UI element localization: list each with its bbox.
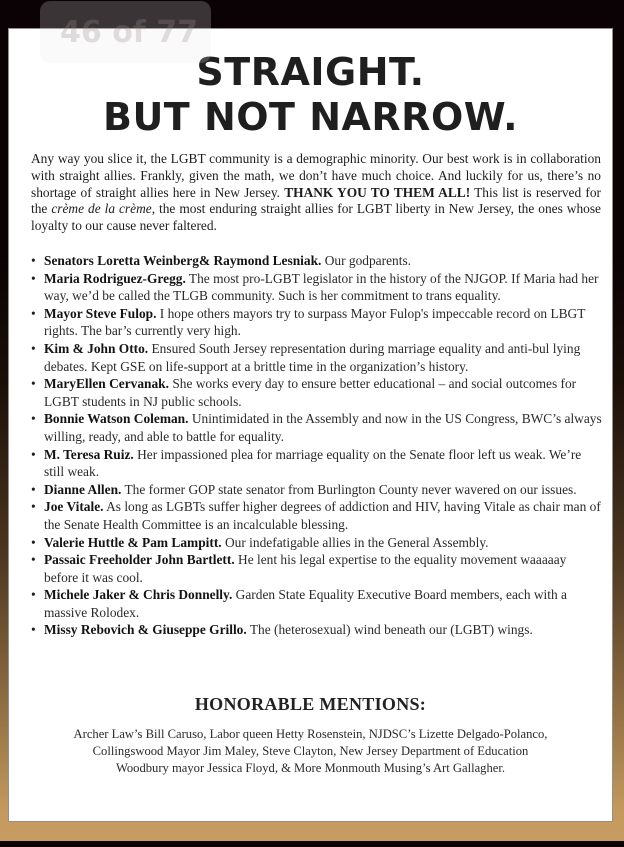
honorable-line: Woodbury mayor Jessica Floyd, & More Monmouth Musing’s Art Gallagher.	[115, 761, 505, 776]
ally-text: Garden State Equality Executive Board members, each with a massive Rolodex.	[44, 587, 567, 620]
intro-text-3: , the most enduring straight allies for LGBT liberty in New Jersey, the ones whose loyalty to our cause never faltered.	[31, 201, 601, 234]
ally-text: The (heterosexual) wind beneath our (LGBT) wings.	[246, 622, 533, 638]
list-item	[31, 586, 603, 621]
ally-name: Missy Rebovich & Giuseppe Grillo.	[44, 622, 247, 638]
intro-italic: crème de la crème	[51, 201, 152, 217]
list-item	[31, 375, 603, 410]
list-item	[31, 305, 603, 340]
ally-text: He lent his legal expertise to the equality movement waaaaay before it was cool.	[44, 552, 567, 585]
intro-thanks: THANK YOU TO THEM ALL!	[284, 184, 471, 200]
ally-text: I hope others mayors try to surpass Mayor Fulop's impeccable record on LBGT rights. The bar’s currently very high.	[44, 305, 586, 339]
document-page	[8, 28, 613, 822]
ally-text: She works every day to ensure better educational – and social outcomes for LGBT students in NJ public schools.	[44, 376, 577, 409]
honorable-mentions-body	[29, 726, 592, 778]
list-item	[31, 252, 603, 270]
bottom-bar	[0, 841, 624, 847]
page-counter-badge	[40, 1, 211, 63]
ally-text: The most pro-LGBT legislator in the history of the NJGOP. If Maria had her way, we’d be called the TLGB community. Such is her commitment to trans equality.	[44, 270, 599, 304]
ally-name: Bonnie Watson Coleman.	[44, 411, 189, 427]
allies-list	[31, 252, 603, 639]
ally-name: Dianne Allen.	[44, 481, 122, 497]
honorable-line: Collingswood Mayor Jim Maley, Steve Clayton, New Jersey Department of Education	[92, 744, 529, 759]
ally-text: Unintimidated in the Assembly and now in the US Congress, BWC’s always willing, ready, and able to battle for equality.	[44, 411, 602, 444]
ally-text: As long as LGBTs suffer higher degrees of addiction and HIV, having Vitale as chair man of the Senate Health Committee is an incalculable blessing.	[44, 499, 601, 532]
ally-name: MaryEllen Cervanak.	[44, 376, 169, 392]
list-item	[31, 270, 603, 305]
list-item	[31, 534, 603, 552]
ally-name: Passaic Freeholder John Bartlett.	[44, 552, 235, 568]
list-item	[31, 551, 603, 586]
ally-text: Her impassioned plea for marriage equality on the Senate floor left us weak. We’re still weak.	[44, 446, 582, 480]
list-item	[31, 340, 603, 375]
ally-name: Valerie Huttle & Pam Lampitt.	[44, 534, 222, 550]
intro-text-1: Any way you slice it, the LGBT community is a demographic minority. Our best work is in collaboration with straight allies. Frankly, given the math, we don’t have much choice. And luckily for us, there’s no shortage of straight allies here in New Jersey.	[31, 151, 601, 200]
ally-text: Our godparents.	[321, 253, 411, 268]
intro-paragraph	[31, 151, 601, 235]
headline-line-2: BUT NOT NARROW.	[102, 95, 519, 139]
headline-line-1: STRAIGHT.	[196, 50, 425, 94]
list-item	[31, 498, 603, 533]
honorable-mentions-title: HONORABLE MENTIONS:	[194, 694, 427, 714]
ally-name: Senators Loretta Weinberg& Raymond Lesniak.	[44, 253, 322, 268]
ally-name: Kim & John Otto.	[44, 340, 149, 356]
ally-text: The former GOP state senator from Burlington County never wavered on our issues.	[121, 481, 577, 497]
ally-name: Joe Vitale.	[44, 499, 104, 515]
ally-text: Our indefatigable allies in the General Assembly.	[221, 534, 489, 550]
honorable-line: Archer Law’s Bill Caruso, Labor queen Hetty Rosenstein, NJDSC’s Lizette Delgado-Polanco,	[73, 727, 548, 741]
ally-name: Maria Rodriguez-Gregg.	[44, 270, 186, 286]
ally-name: Mayor Steve Fulop.	[44, 305, 157, 321]
list-item	[31, 481, 603, 499]
ally-text: Ensured South Jersey representation during marriage equality and anti-bul lying debates. Kept GSE on life-support at a brittle time in the organization’s history.	[44, 340, 581, 374]
headline	[9, 50, 612, 140]
list-item	[31, 446, 603, 481]
list-item	[31, 410, 603, 445]
ally-name: M. Teresa Ruiz.	[44, 446, 134, 462]
page-counter-text: 46 of 77	[60, 15, 199, 50]
list-item	[31, 621, 603, 639]
ally-name: Michele Jaker & Chris Donnelly.	[44, 587, 233, 603]
intro-text-2: This list is reserved for the	[31, 184, 601, 217]
